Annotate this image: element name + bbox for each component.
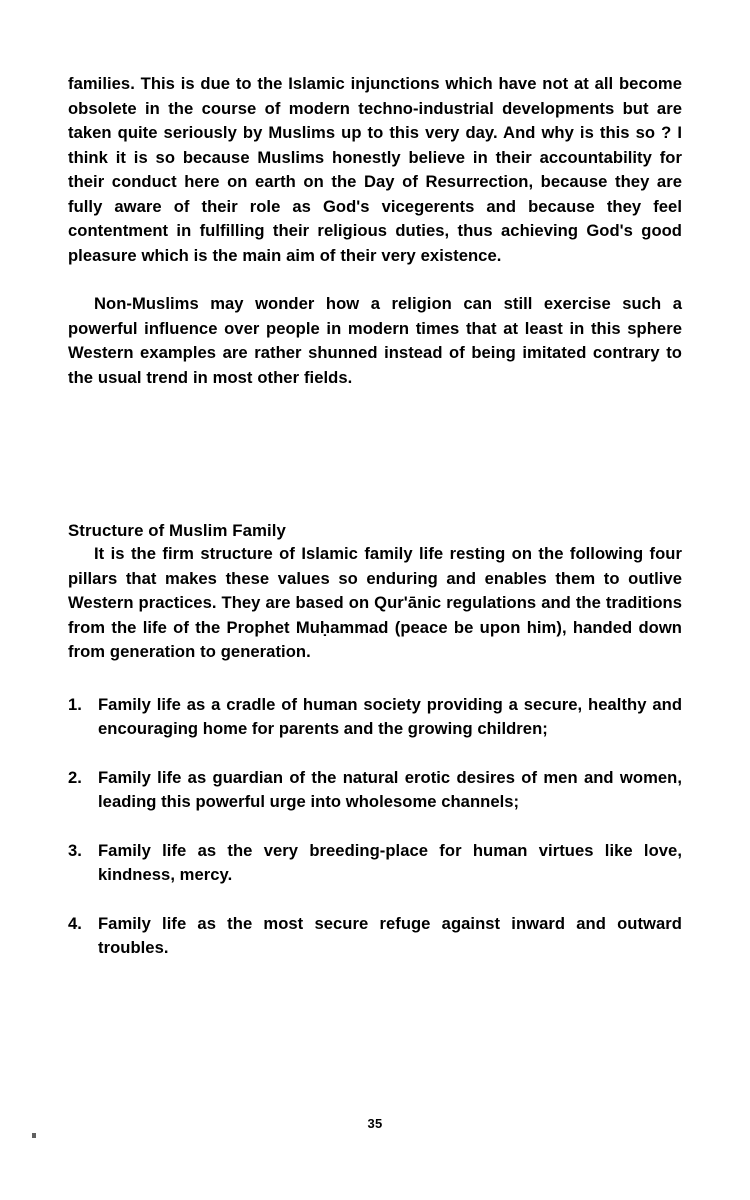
- paragraph-3: It is the firm structure of Islamic family life resting on the following four pillars that makes these values so enduring and enables them to outlive Western practices. They are based on Qur'ānic regulations and the traditions from the life of the Prophet Muḥammad (peace be upon him), handed down from generation to generation.: [68, 544, 682, 661]
- section-spacer: [68, 390, 682, 520]
- list-item-marker: 4.: [68, 913, 82, 933]
- text-column: [68, 72, 682, 961]
- page-number: 35: [367, 1116, 383, 1131]
- scan-artifact-speck: [32, 1133, 36, 1138]
- list-item-marker: 1.: [68, 694, 82, 714]
- list-item: [68, 693, 682, 742]
- list-item: [68, 766, 682, 815]
- section-heading: Structure of Muslim Family: [68, 521, 286, 540]
- paragraph-1: families. This is due to the Islamic injunctions which have not at all become obsolete in the course of modern techno-industrial developments but are taken quite seriously by Muslims up to this very day. And why is this so ? I think it is so because Muslims honestly believe in their accountability for their conduct here on earth on the Day of Resurrection, because they are fully aware of their role as God's vicegerents and because they feel contentment in fulfilling their religious duties, thus achieving God's good pleasure which is the main aim of their very existence.: [68, 74, 682, 265]
- list-item-text: Family life as the very breeding-place for human virtues like love, kindness, mercy.: [98, 840, 682, 884]
- list-item-text: Family life as a cradle of human society providing a secure, healthy and encouraging home for parents and the growing children;: [98, 694, 682, 738]
- list-item: [68, 839, 682, 888]
- list-item-marker: 3.: [68, 840, 82, 860]
- list-item-text: Family life as the most secure refuge against inward and outward troubles.: [98, 913, 682, 957]
- list-item-marker: 2.: [68, 767, 82, 787]
- numbered-list: [68, 693, 682, 961]
- list-item-text: Family life as guardian of the natural erotic desires of men and women, leading this powerful urge into wholesome channels;: [98, 767, 682, 811]
- paragraph-2: Non-Muslims may wonder how a religion can still exercise such a powerful influence over people in modern times that at least in this sphere Western examples are rather shunned instead of being imitated contrary to the usual trend in most other fields.: [68, 294, 682, 387]
- list-spacer: [68, 665, 682, 693]
- list-item: [68, 912, 682, 961]
- paragraph-spacer: [68, 268, 682, 292]
